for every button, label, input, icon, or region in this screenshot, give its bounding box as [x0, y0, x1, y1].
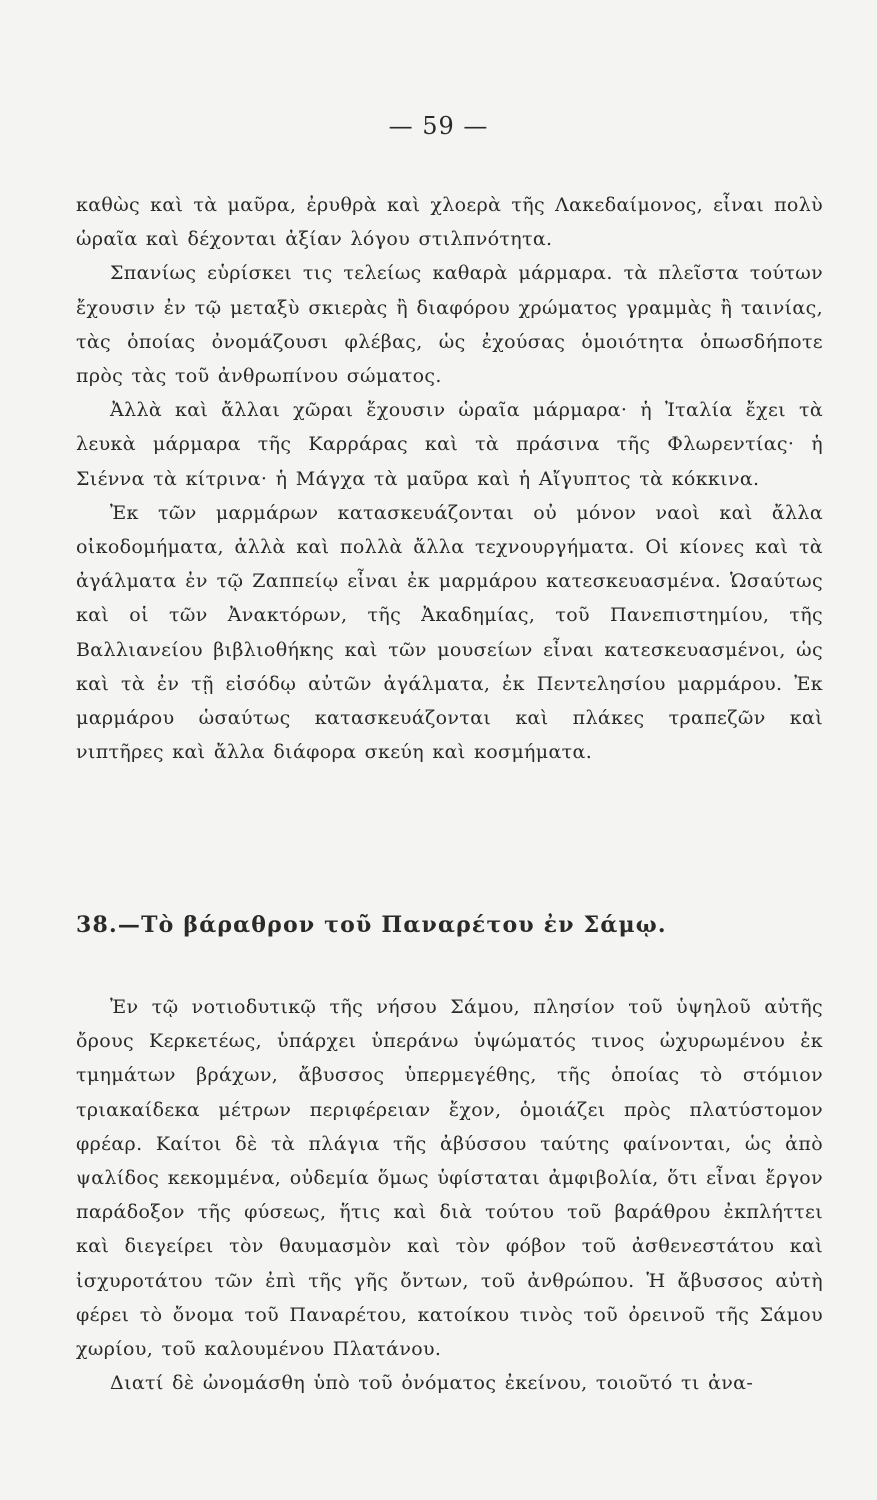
paragraph: Διατί δὲ ὠνομάσθη ὑπὸ τοῦ ὀνόματος ἐκείνου, τοιοῦτό τι ἀνα-: [110, 1372, 754, 1395]
text-block-bottom: [76, 990, 823, 1400]
paragraph: Ἐκ τῶν μαρμάρων κατασκευάζονται οὐ μόνον ναοὶ καὶ ἄλλα οἰκοδομήματα, ἀλλὰ καὶ πολλὰ ἄλλα τεχνουργήματα. Οἱ κίονες καὶ τὰ ἀγάλματα ἐν τῷ Ζαππείῳ εἶναι ἐκ μαρμάρου κατεσκευασμένα. Ὡσαύτως καὶ οἱ τῶν Ἀνακτόρων, τῆς Ἀκαδημίας, τοῦ Πανεπιστημίου, τῆς Βαλλιανείου βιβλιοθήκης καὶ τῶν μουσείων εἶναι κατεσκευασμένοι, ὡς καὶ τὰ ἐν τῇ εἰσόδῳ αὐτῶν ἀγάλματα, ἐκ Πεντελησίου μαρμάρου. Ἐκ μαρμάρου ὡσαύτως κατασκευάζονται καὶ πλάκες τραπεζῶν καὶ νιπτῆρες καὶ ἄλλα διάφορα σκεύη καὶ κοσμήματα.: [76, 501, 823, 764]
paragraph: Ἀλλὰ καὶ ἄλλαι χῶραι ἔχουσιν ὡραῖα μάρμαρα· ἡ Ἰταλία ἔχει τὰ λευκὰ μάρμαρα τῆς Καρράρας καὶ τὰ πράσινα τῆς Φλωρεντίας· ἡ Σιέννα τὰ κίτρινα· ἡ Μάγχα τὰ μαῦρα καὶ ἡ Αἴγυπτος τὰ κόκκινα.: [76, 399, 823, 490]
paragraph: καθὼς καὶ τὰ μαῦρα, ἐρυθρὰ καὶ χλοερὰ τῆς Λακεδαίμονος, εἶναι πολὺ ὡραῖα καὶ δέχονται ἀξίαν λόγου στιλπνότητα.: [76, 194, 823, 251]
paragraph: Σπανίως εὑρίσκει τις τελείως καθαρὰ μάρμαρα. τὰ πλεῖστα τούτων ἔχουσιν ἐν τῷ μεταξὺ σκιερὰς ἢ διαφόρου χρώματος γραμμὰς ἢ ταινίας, τὰς ὁποίας ὀνομάζουσι φλέβας, ὡς ἐχούσας ὁμοιότητα ὁπωσδήποτε πρὸς τὰς τοῦ ἀνθρωπίνου σώματος.: [76, 262, 823, 388]
page-number: — 59 —: [388, 112, 489, 140]
section-heading: 38.—Τὸ βάραθρον τοῦ Παναρέτου ἐν Σάμῳ.: [76, 912, 667, 938]
paragraph: Ἐν τῷ νοτιοδυτικῷ τῆς νήσου Σάμου, πλησίον τοῦ ὑψηλοῦ αὐτῆς ὄρους Κερκετέως, ὑπάρχει ὑπεράνω ὑψώματός τινος ὠχυρωμένου ἐκ τμημάτων βράχων, ἄβυσσος ὑπερμεγέθης, τῆς ὁποίας τὸ στόμιον τριακαίδεκα μέτρων περιφέρειαν ἔχον, ὁμοιάζει πρὸς πλατύστομον φρέαρ. Καίτοι δὲ τὰ πλάγια τῆς ἀβύσσου ταύτης φαίνονται, ὡς ἀπὸ ψαλίδος κεκομμένα, οὐδεμία ὅμως ὑφίσταται ἀμφιβολία, ὅτι εἶναι ἔργον παράδοξον τῆς φύσεως, ἥτις καὶ διὰ τούτου τοῦ βαράθρου ἐκπλήττει καὶ διεγείρει τὸν θαυμασμὸν καὶ τὸν φόβον τοῦ ἀσθενεστάτου καὶ ἰσχυροτάτου τῶν ἐπὶ τῆς γῆς ὄντων, τοῦ ἀνθρώπου. Ἡ ἄβυσσος αὐτὴ φέρει τὸ ὄνομα τοῦ Παναρέτου, κατοίκου τινὸς τοῦ ὀρεινοῦ τῆς Σάμου χωρίου, τοῦ καλουμένου Πλατάνου.: [76, 996, 823, 1361]
text-block-top: [76, 188, 823, 769]
